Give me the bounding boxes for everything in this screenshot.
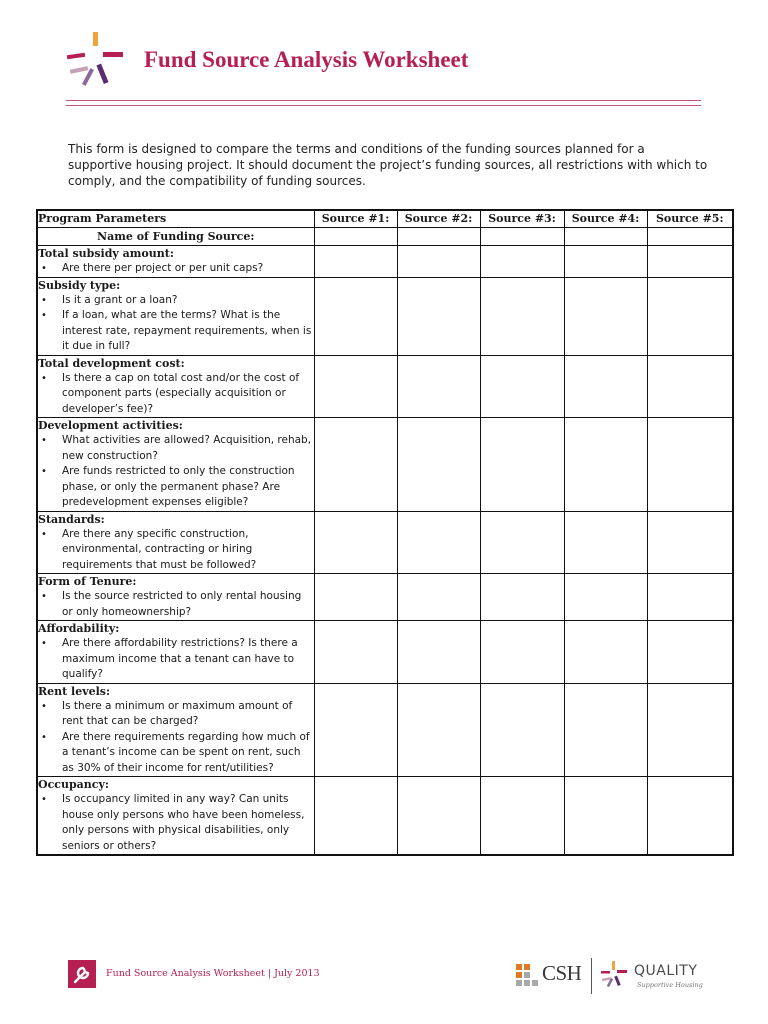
parameter-cell [37,574,314,621]
source-1-name-cell[interactable] [314,228,397,246]
parameter-cell [37,777,314,856]
parameter-row [37,574,733,621]
source-4-entry-cell[interactable] [564,511,647,574]
parameter-heading: Standards: [38,512,105,526]
column-header-source-3: Source #3: [480,210,564,228]
question-item: • What activities are allowed? Acquisition, rehab, new construction? [38,433,314,464]
source-2-entry-cell[interactable] [397,355,480,418]
question-item: • Are there any specific construction, environmental, contracting or hiring requirements that must be followed? [38,527,314,574]
parameter-row [37,777,733,856]
question-item: • Are there per project or per unit caps? [38,261,314,277]
column-header-source-1: Source #1: [314,210,397,228]
source-3-entry-cell[interactable] [480,621,564,684]
parameter-cell [37,355,314,418]
question-item: • If a loan, what are the terms? What is the interest rate, repayment requirements, when is it due in full? [38,308,314,355]
source-4-entry-cell[interactable] [564,277,647,355]
source-1-entry-cell[interactable] [314,777,397,856]
parameter-heading: Total subsidy amount: [38,247,174,260]
parameter-questions [38,261,314,277]
parameter-heading: Occupancy: [38,778,109,791]
question-item: • Is there a cap on total cost and/or the cost of component parts (especially acquisition or developer’s fee)? [38,371,314,418]
parameter-questions [38,792,314,854]
source-3-name-cell[interactable] [480,228,564,246]
quality-logo-text: QUALITY [634,963,698,979]
worksheet-table [36,209,734,856]
source-3-entry-cell[interactable] [480,574,564,621]
source-5-entry-cell[interactable] [647,418,733,512]
parameter-questions [38,433,314,511]
source-5-entry-cell[interactable] [647,777,733,856]
parameter-heading: Subsidy type: [38,278,121,292]
parameter-row [37,511,733,574]
source-3-entry-cell[interactable] [480,246,564,278]
parameter-row [37,355,733,418]
source-5-entry-cell[interactable] [647,246,733,278]
csh-quality-logo [516,958,704,994]
parameter-questions [38,699,314,777]
quality-star-logo-icon [64,30,126,92]
source-1-entry-cell[interactable] [314,574,397,621]
source-2-entry-cell[interactable] [397,418,480,512]
source-3-entry-cell[interactable] [480,777,564,856]
source-2-entry-cell[interactable] [397,683,480,777]
parameter-questions [38,293,314,355]
source-4-name-cell[interactable] [564,228,647,246]
question-item: • Is the source restricted to only rental housing or only homeownership? [38,589,314,620]
table-header-row [37,210,733,228]
funding-source-name-label: Name of Funding Source: [37,228,314,246]
column-header-source-2: Source #2: [397,210,480,228]
parameter-cell [37,511,314,574]
parameter-cell [37,277,314,355]
source-4-entry-cell[interactable] [564,621,647,684]
parameter-row [37,277,733,355]
source-4-entry-cell[interactable] [564,574,647,621]
csh-squares-icon [516,964,538,986]
parameter-row [37,246,733,278]
parameter-heading: Rent levels: [38,684,111,698]
question-item: • Is it a grant or a loan? [38,293,314,309]
quality-star-icon [600,961,628,989]
parameter-heading: Development activities: [38,419,183,432]
source-3-entry-cell[interactable] [480,511,564,574]
parameter-questions [38,371,314,418]
csh-logo-text: CSH [542,961,582,985]
source-3-entry-cell[interactable] [480,418,564,512]
parameter-row [37,683,733,777]
parameter-row [37,621,733,684]
column-header-source-5: Source #5: [647,210,733,228]
funding-source-name-row [37,228,733,246]
source-4-entry-cell[interactable] [564,355,647,418]
source-2-entry-cell[interactable] [397,246,480,278]
header-rule-bottom [66,105,701,106]
source-2-entry-cell[interactable] [397,511,480,574]
source-2-entry-cell[interactable] [397,621,480,684]
source-1-entry-cell[interactable] [314,683,397,777]
source-2-entry-cell[interactable] [397,277,480,355]
parameter-questions [38,589,314,620]
source-2-name-cell[interactable] [397,228,480,246]
logo-divider [591,958,592,994]
header-rule-top [66,100,701,101]
source-4-entry-cell[interactable] [564,246,647,278]
parameter-heading: Total development cost: [38,356,185,370]
source-1-entry-cell[interactable] [314,355,397,418]
source-1-entry-cell[interactable] [314,511,397,574]
parameter-cell [37,246,314,278]
source-5-entry-cell[interactable] [647,683,733,777]
source-4-entry-cell[interactable] [564,777,647,856]
source-2-entry-cell[interactable] [397,777,480,856]
page-title: Fund Source Analysis Worksheet [144,47,469,72]
source-5-entry-cell[interactable] [647,277,733,355]
wrench-icon [68,960,96,988]
source-1-entry-cell[interactable] [314,621,397,684]
column-header-source-4: Source #4: [564,210,647,228]
source-5-name-cell[interactable] [647,228,733,246]
parameter-heading: Affordability: [38,622,120,635]
parameter-heading: Form of Tenure: [38,575,137,588]
parameter-cell [37,621,314,684]
parameter-row [37,418,733,512]
source-1-entry-cell[interactable] [314,277,397,355]
source-4-entry-cell[interactable] [564,418,647,512]
question-item: • Is occupancy limited in any way? Can units house only persons who have been homeless, only persons with physical disabilities, only seniors or others? [38,792,314,854]
source-3-entry-cell[interactable] [480,355,564,418]
source-5-entry-cell[interactable] [647,574,733,621]
source-5-entry-cell[interactable] [647,355,733,418]
question-item: • Are there affordability restrictions? Is there a maximum income that a tenant can have to qualify? [38,636,314,683]
question-item: • Is there a minimum or maximum amount of rent that can be charged? [38,699,314,730]
parameter-questions [38,636,314,683]
column-header-parameters: Program Parameters [37,210,314,228]
source-1-entry-cell[interactable] [314,418,397,512]
source-5-entry-cell[interactable] [647,511,733,574]
footer-text: Fund Source Analysis Worksheet | July 2013 [106,968,320,979]
parameter-cell [37,683,314,777]
parameter-cell [37,418,314,512]
parameter-questions [38,527,314,574]
question-item: • Are funds restricted to only the construction phase, or only the permanent phase? Are predevelopment expenses eligible? [38,464,314,511]
intro-paragraph: This form is designed to compare the terms and conditions of the funding sources planned for a supportive housing project. It should document the project’s funding sources, all restrictions with which to comply, and the compatibility of funding sources. [68,142,708,188]
source-3-entry-cell[interactable] [480,277,564,355]
quality-logo-subtitle: Supportive Housing [637,981,703,989]
source-5-entry-cell[interactable] [647,621,733,684]
question-item: • Are there requirements regarding how much of a tenant’s income can be spent on rent, such as 30% of their income for rent/utilities? [38,730,314,777]
source-2-entry-cell[interactable] [397,574,480,621]
source-4-entry-cell[interactable] [564,683,647,777]
source-3-entry-cell[interactable] [480,683,564,777]
source-1-entry-cell[interactable] [314,246,397,278]
